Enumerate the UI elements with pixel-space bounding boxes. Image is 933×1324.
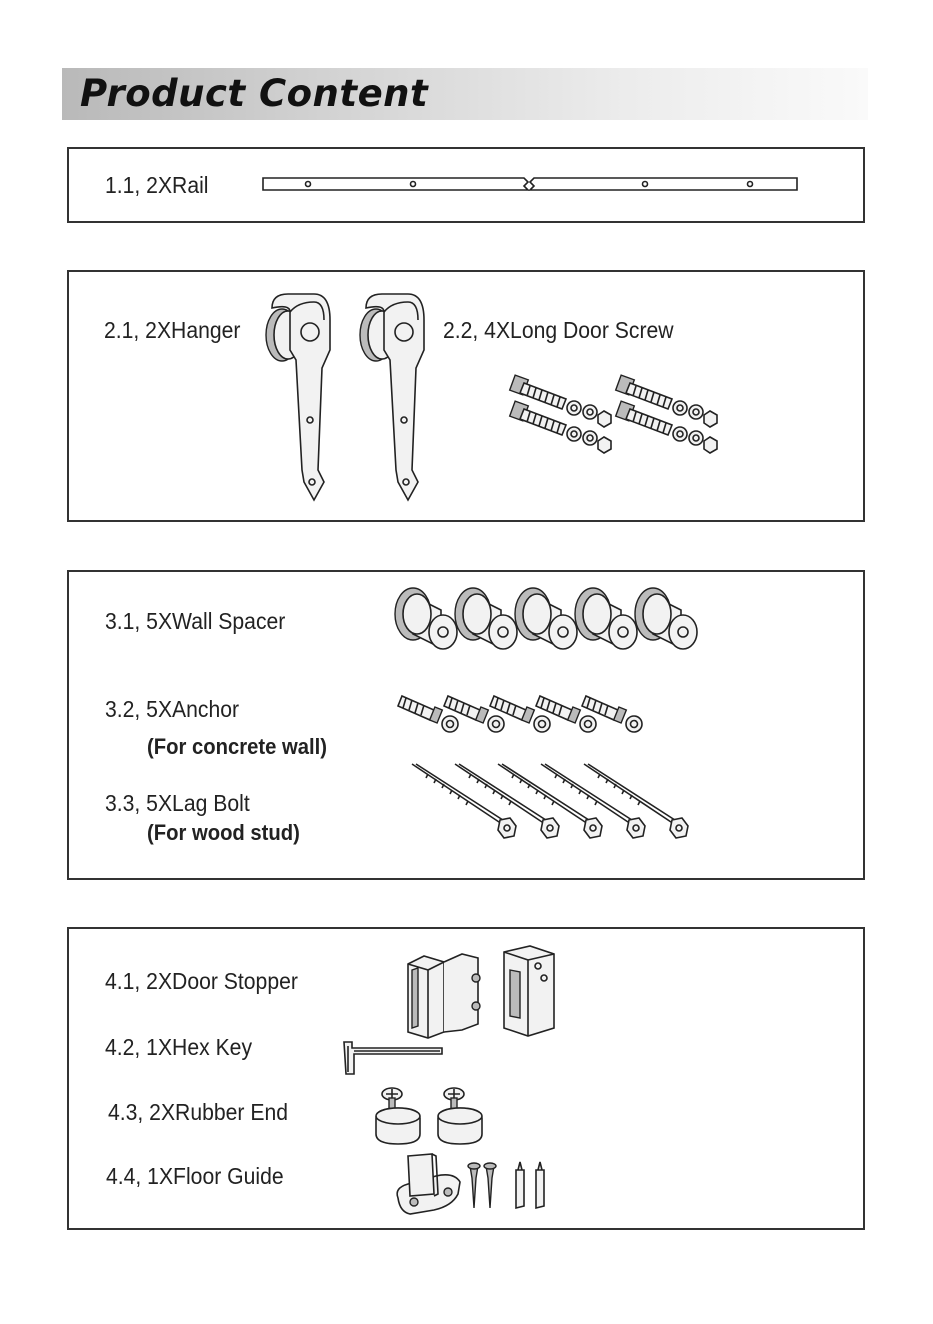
item-label-lag-bolt: 3.3, 5XLag Bolt [105, 790, 250, 816]
item-label-anchor: 3.2, 5XAnchor [105, 696, 240, 722]
floor-guide-icon [394, 1150, 558, 1216]
hanger-icon [258, 290, 438, 510]
item-label-long-door-screw: 2.2, 4XLong Door Screw [443, 317, 674, 343]
section-hanger-screw [67, 270, 865, 522]
lag-bolt-icon [410, 762, 695, 844]
rail-icon [262, 175, 798, 195]
long-door-screw-icon [512, 375, 724, 467]
item-label-floor-guide: 4.4, 1XFloor Guide [106, 1163, 284, 1189]
item-label-rubber-end: 4.3, 2XRubber End [108, 1099, 288, 1125]
rubber-end-icon [374, 1082, 492, 1146]
item-label-door-stopper: 4.1, 2XDoor Stopper [105, 968, 298, 994]
item-label-hex-key: 4.2, 1XHex Key [105, 1034, 253, 1060]
item-label-hanger: 2.1, 2XHanger [104, 317, 241, 343]
wall-spacer-icon [393, 586, 709, 654]
item-label-wall-spacer: 3.1, 5XWall Spacer [105, 608, 286, 634]
hex-key-icon [340, 1038, 446, 1080]
item-label-rail: 1.1, 2XRail [105, 172, 209, 198]
anchor-icon [398, 688, 648, 738]
page-title: Product Content [80, 72, 429, 115]
item-note-anchor: (For concrete wall) [147, 734, 327, 759]
title-banner [62, 68, 868, 120]
item-note-lag-bolt: (For wood stud) [147, 820, 300, 845]
door-stopper-icon [404, 944, 560, 1040]
